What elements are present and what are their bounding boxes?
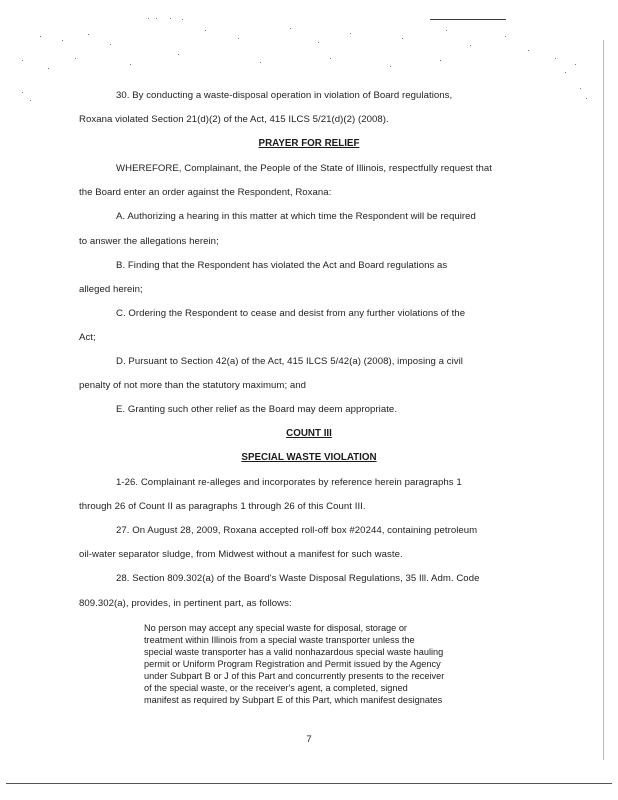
scan-rule-top (430, 19, 506, 20)
prayer-for-relief-heading: PRAYER FOR RELIEF (258, 138, 360, 149)
item-a-line-2: to answer the allegations herein; (79, 236, 219, 247)
special-waste-violation-heading: SPECIAL WASTE VIOLATION (241, 452, 377, 463)
paragraph-27-line-2: oil-water separator sludge, from Midwest without a manifest for such waste. (79, 549, 403, 560)
paragraph-27-line-1: 27. On August 28, 2009, Roxana accepted roll-off box #20244, containing petroleum (116, 525, 478, 536)
paragraph-28-line-2: 809.302(a), provides, in pertinent part, as follows: (79, 598, 292, 609)
quote-line-3: special waste transporter has a valid nonhazardous special waste hauling (144, 647, 444, 657)
item-c-line-1: C. Ordering the Respondent to cease and desist from any further violations of the (116, 308, 466, 319)
quote-line-6: of the special waste, or the receiver's agent, a completed, signed (144, 683, 408, 693)
paragraph-30-line-2: Roxana violated Section 21(d)(2) of the Act, 415 ILCS 5/21(d)(2) (2008). (79, 114, 389, 125)
item-d-line-1: D. Pursuant to Section 42(a) of the Act, 415 ILCS 5/42(a) (2008), imposing a civil (116, 356, 463, 367)
wherefore-line-2: the Board enter an order against the Respondent, Roxana: (79, 187, 332, 198)
paragraph-1-26-line-1: 1-26. Complainant re-alleges and incorporates by reference herein paragraphs 1 (116, 477, 462, 488)
wherefore-line-1: WHEREFORE, Complainant, the People of the State of Illinois, respectfully request that (116, 163, 492, 174)
paragraph-28-line-1: 28. Section 809.302(a) of the Board's Waste Disposal Regulations, 35 Ill. Adm. Code (116, 573, 480, 584)
item-c-line-2: Act; (79, 332, 96, 343)
item-b-line-1: B. Finding that the Respondent has violated the Act and Board regulations as (116, 260, 448, 271)
item-e-line-1: E. Granting such other relief as the Board may deem appropriate. (116, 404, 398, 415)
quote-line-2: treatment within Illinois from a special waste transporter unless the (144, 635, 415, 645)
paragraph-1-26-line-2: through 26 of Count II as paragraphs 1 through 26 of this Count III. (79, 501, 366, 512)
quote-line-7: manifest as required by Subpart E of this Part, which manifest designates (144, 695, 443, 705)
paragraph-30-line-1: 30. By conducting a waste-disposal operation in violation of Board regulations, (116, 90, 453, 101)
quote-line-4: permit or Uniform Program Registration and Permit issued by the Agency (144, 659, 441, 669)
item-d-line-2: penalty of not more than the statutory maximum; and (79, 380, 307, 391)
page-number: 7 (306, 734, 312, 745)
scan-rule-bottom (6, 783, 612, 784)
item-a-line-1: A. Authorizing a hearing in this matter at which time the Respondent will be required (116, 211, 476, 222)
quote-line-1: No person may accept any special waste for disposal, storage or (144, 623, 407, 633)
item-b-line-2: alleged herein; (79, 284, 143, 295)
quote-line-5: under Subpart B or J of this Part and concurrently presents to the receiver (144, 671, 445, 681)
count-iii-heading: COUNT III (286, 428, 332, 439)
